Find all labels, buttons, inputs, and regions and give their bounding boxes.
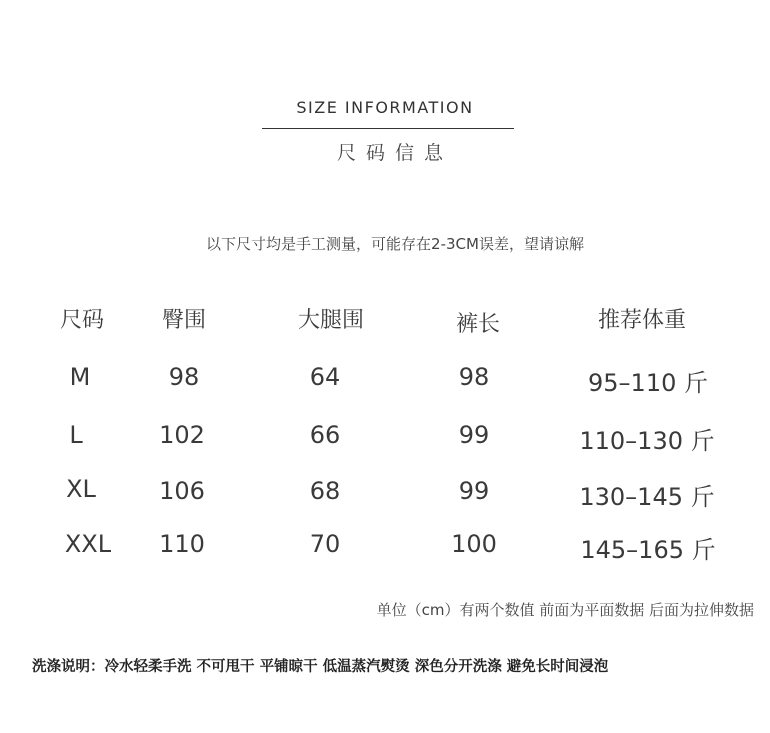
table-cell-length: 99	[458, 477, 490, 505]
table-cell-hip: 110	[159, 530, 205, 558]
table-cell-thigh: 66	[309, 421, 341, 449]
table-cell-size: XL	[66, 475, 96, 503]
header-thigh: 大腿围	[297, 308, 365, 333]
unit-note: 单位（cm）有两个数值 前面为平面数据 后面为拉伸数据	[376, 601, 754, 619]
washing-instructions: 洗涤说明：冷水轻柔手洗 不可甩干 平铺晾干 低温蒸汽熨烫 深色分开洗涤 避免长时间浸泡	[32, 659, 609, 675]
table-cell-size: XXL	[64, 530, 112, 558]
measurement-note: 以下尺寸均是手工测量，可能存在2-3CM误差，望请谅解	[206, 235, 584, 253]
table-cell-thigh: 64	[309, 363, 341, 391]
table-cell-size: M	[69, 363, 91, 391]
table-cell-weight: 130–145 斤	[579, 483, 715, 511]
table-cell-weight: 110–130 斤	[579, 427, 715, 455]
table-cell-hip: 102	[159, 421, 205, 449]
table-cell-weight: 95–110 斤	[588, 369, 708, 397]
table-cell-hip: 106	[159, 477, 205, 505]
table-cell-hip: 98	[168, 363, 200, 391]
table-cell-weight: 145–165 斤	[580, 536, 716, 564]
title-english: SIZE INFORMATION	[296, 98, 474, 117]
title-divider	[262, 128, 514, 129]
header-length: 裤长	[455, 312, 501, 337]
table-cell-thigh: 70	[309, 530, 341, 558]
table-cell-length: 99	[458, 421, 490, 449]
table-cell-thigh: 68	[309, 477, 341, 505]
header-weight: 推荐体重	[597, 308, 687, 333]
header-size: 尺码	[59, 308, 105, 333]
title-chinese: 尺码信息	[336, 142, 453, 164]
table-cell-length: 98	[458, 363, 490, 391]
table-cell-size: L	[69, 421, 83, 449]
header-hip: 臀围	[161, 308, 207, 333]
table-cell-length: 100	[451, 530, 497, 558]
